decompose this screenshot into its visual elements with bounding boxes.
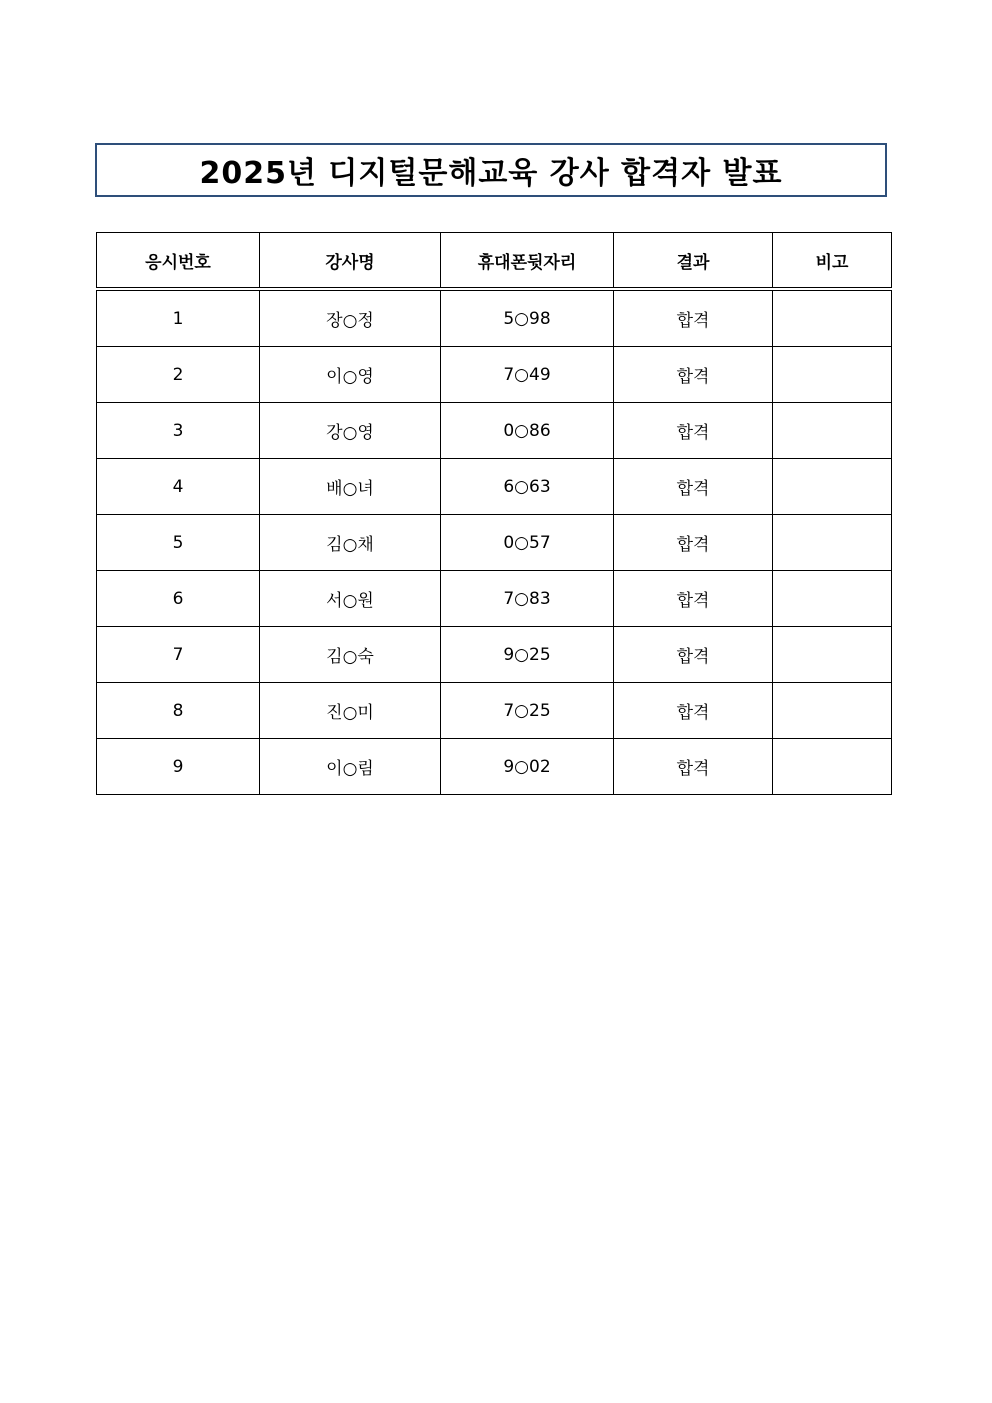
cell-exam-number: 6 bbox=[97, 571, 260, 627]
cell-phone-digits: 7○83 bbox=[441, 571, 614, 627]
table-row bbox=[97, 403, 892, 459]
cell-result: 합격 bbox=[614, 627, 773, 683]
cell-note bbox=[773, 571, 892, 627]
table-row bbox=[97, 627, 892, 683]
cell-exam-number: 4 bbox=[97, 459, 260, 515]
table-row bbox=[97, 289, 892, 347]
header-note: 비고 bbox=[773, 233, 892, 290]
cell-result: 합격 bbox=[614, 347, 773, 403]
cell-result: 합격 bbox=[614, 739, 773, 795]
header-exam-number: 응시번호 bbox=[97, 233, 260, 290]
cell-phone-digits: 9○02 bbox=[441, 739, 614, 795]
cell-note bbox=[773, 289, 892, 347]
cell-phone-digits: 0○57 bbox=[441, 515, 614, 571]
cell-exam-number: 2 bbox=[97, 347, 260, 403]
cell-result: 합격 bbox=[614, 683, 773, 739]
cell-exam-number: 3 bbox=[97, 403, 260, 459]
cell-result: 합격 bbox=[614, 571, 773, 627]
cell-instructor-name: 이○영 bbox=[260, 347, 441, 403]
cell-note bbox=[773, 459, 892, 515]
cell-instructor-name: 김○채 bbox=[260, 515, 441, 571]
cell-phone-digits: 7○49 bbox=[441, 347, 614, 403]
cell-result: 합격 bbox=[614, 459, 773, 515]
table-row bbox=[97, 347, 892, 403]
cell-instructor-name: 김○숙 bbox=[260, 627, 441, 683]
cell-note bbox=[773, 627, 892, 683]
cell-instructor-name: 배○녀 bbox=[260, 459, 441, 515]
cell-note bbox=[773, 739, 892, 795]
cell-note bbox=[773, 683, 892, 739]
cell-result: 합격 bbox=[614, 289, 773, 347]
table-row bbox=[97, 459, 892, 515]
cell-note bbox=[773, 403, 892, 459]
cell-phone-digits: 6○63 bbox=[441, 459, 614, 515]
cell-exam-number: 1 bbox=[97, 289, 260, 347]
cell-instructor-name: 이○림 bbox=[260, 739, 441, 795]
cell-instructor-name: 서○원 bbox=[260, 571, 441, 627]
cell-exam-number: 8 bbox=[97, 683, 260, 739]
cell-note bbox=[773, 347, 892, 403]
cell-phone-digits: 9○25 bbox=[441, 627, 614, 683]
cell-result: 합격 bbox=[614, 403, 773, 459]
cell-instructor-name: 진○미 bbox=[260, 683, 441, 739]
table-header-row bbox=[97, 233, 892, 290]
title-box bbox=[95, 143, 887, 197]
cell-phone-digits: 5○98 bbox=[441, 289, 614, 347]
cell-exam-number: 9 bbox=[97, 739, 260, 795]
cell-exam-number: 5 bbox=[97, 515, 260, 571]
cell-result: 합격 bbox=[614, 515, 773, 571]
cell-note bbox=[773, 515, 892, 571]
header-phone-digits: 휴대폰뒷자리 bbox=[441, 233, 614, 290]
table-row bbox=[97, 683, 892, 739]
results-table bbox=[96, 232, 892, 795]
header-instructor-name: 강사명 bbox=[260, 233, 441, 290]
table-row bbox=[97, 515, 892, 571]
cell-phone-digits: 0○86 bbox=[441, 403, 614, 459]
page-title: 2025년 디지털문해교육 강사 합격자 발표 bbox=[199, 156, 783, 191]
table-row bbox=[97, 571, 892, 627]
header-result: 결과 bbox=[614, 233, 773, 290]
cell-phone-digits: 7○25 bbox=[441, 683, 614, 739]
cell-instructor-name: 장○정 bbox=[260, 289, 441, 347]
cell-instructor-name: 강○영 bbox=[260, 403, 441, 459]
cell-exam-number: 7 bbox=[97, 627, 260, 683]
table-row bbox=[97, 739, 892, 795]
